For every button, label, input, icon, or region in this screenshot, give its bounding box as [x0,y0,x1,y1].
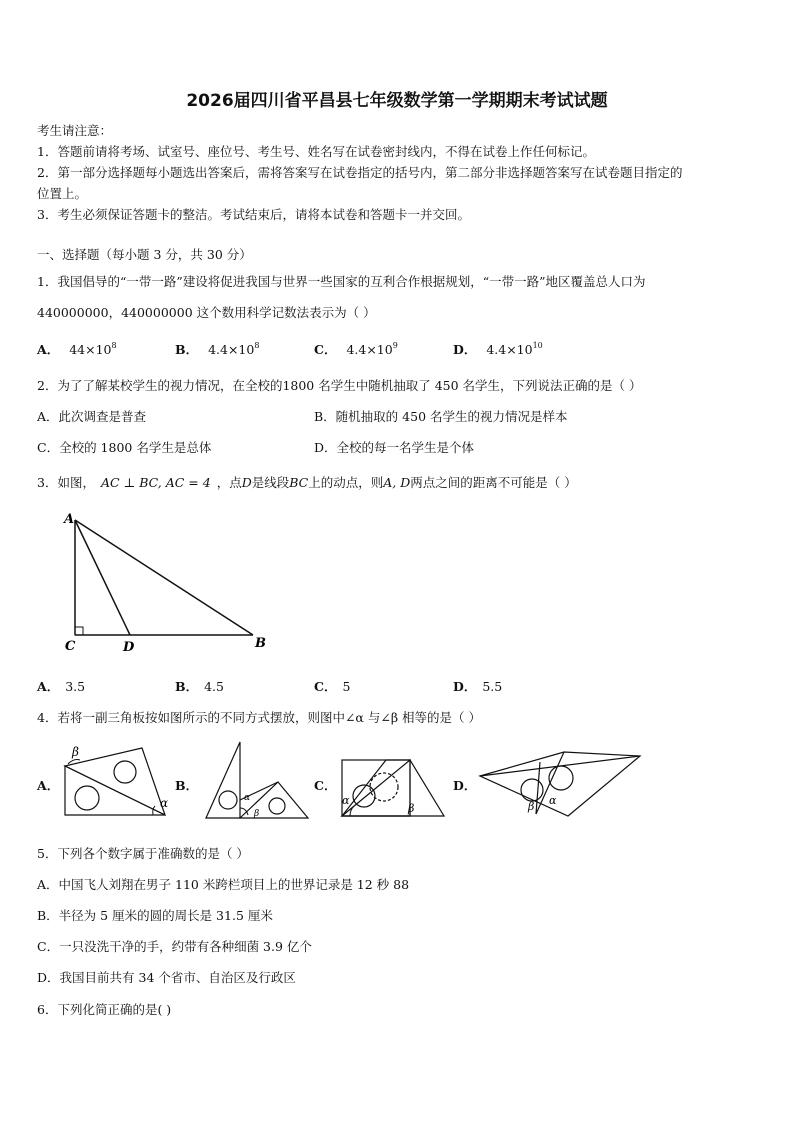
q2-option-b: B．随机抽取的 450 名学生的视力情况是样本 [314,409,568,424]
notice-item-2-cont: 位置上。 [37,186,88,201]
q2-stem: 2．为了了解某校学生的视力情况，在全校的1800 名学生中随机抽取了 450 名学生，下列说法正确的是（ ） [37,378,642,393]
point-label-c: C [65,639,76,654]
option-exponent: 9 [392,341,398,350]
q3-stem-part: ，点 [216,475,242,490]
angle-beta-label: β [254,809,260,819]
option-label: A． [37,679,60,694]
option-value: 44×10 [69,342,112,357]
q3-triangle-figure [60,510,280,660]
q5-option-b: B．半径为 5 厘米的圆的周长是 31.5 厘米 [37,908,273,923]
option-value: 5 [342,679,351,694]
q3-stem-part: 两点之间的距离不可能是（ ） [410,475,577,490]
q4-option-label-a: A． [37,778,60,793]
q3-stem [37,473,577,491]
option-label: D． [453,679,477,694]
q3-option-d [453,677,502,695]
q1-stem-line1: 1．我国倡导的“一带一路”建设将促进我国与世界一些国家的互利合作根据规划，“一带一路”地区覆盖总人口为 [37,274,646,289]
q5-option-d: D．我国目前共有 34 个省市、自治区及行政区 [37,970,296,985]
q3-stem-math: BC [289,475,309,490]
q4-option-label-d: D． [453,778,477,793]
q5-option-a: A．中国飞人刘翔在男子 110 米跨栏项目上的世界记录是 12 秒 88 [37,877,410,892]
option-value: 5.5 [482,679,503,694]
option-label: C． [314,342,337,357]
notice-item-3: 3．考生必须保证答题卡的整洁。考试结束后，请将本试卷和答题卡一并交回。 [37,207,470,222]
point-label-b: B [255,636,266,651]
option-label: B． [175,342,199,357]
q1-option-a [37,340,117,358]
point-label-d: D [123,640,135,655]
angle-alpha-label: α [160,796,169,810]
angle-beta-label: β [408,802,415,815]
angle-beta-label: β [528,800,535,813]
q5-option-c: C．一只没洗干净的手，约带有各种细菌 3.9 亿个 [37,939,312,954]
option-exponent: 8 [111,341,117,350]
q1-stem-line2: 440000000，440000000 这个数用科学记数法表示为（ ） [37,305,376,320]
notice-item-1: 1．答题前请将考场、试室号、座位号、考生号、姓名写在试卷密封线内，不得在试卷上作任何标记。 [37,144,595,159]
q4-stem: 4．若将一副三角板按如图所示的不同方式摆放，则图中∠α 与∠β 相等的是（ ） [37,710,481,725]
q4-option-label-b: B． [175,778,199,793]
q3-stem-part: 3．如图， [37,475,95,490]
q6-stem: 6．下列化简正确的是( ) [37,1002,172,1017]
right-angle-mark [75,627,83,635]
point-label-a: A [64,512,75,527]
q3-stem-math: D [241,475,252,490]
q4-figure-d [478,744,644,820]
q4-figure-b [198,738,313,820]
option-value: 4.4×10 [346,342,393,357]
q4-figure-a [60,740,170,820]
q3-stem-part: 是线段 [251,475,290,490]
q1-option-b [175,340,259,358]
q3-option-b [175,677,224,695]
angle-alpha-label: α [549,794,557,807]
option-label: D． [453,342,477,357]
option-exponent: 10 [532,341,543,350]
q5-stem: 5．下列各个数字属于准确数的是（ ） [37,846,249,861]
q2-option-a: A．此次调查是普查 [37,409,147,424]
q3-stem-part: 上的动点，则 [308,475,384,490]
q3-option-c [314,677,350,695]
q4-figure-c [336,748,448,820]
q3-stem-math: AC ⊥ BC, AC = 4 [100,475,211,490]
angle-alpha-label: α [342,794,350,807]
option-label: A． [37,342,60,357]
page-title: 2026届四川省平昌县七年级数学第一学期期末考试试题 [186,91,608,111]
option-label: C． [314,679,337,694]
notice-item-2: 2．第一部分选择题每小题选出答案后，需将答案写在试卷指定的括号内，第二部分非选择题答案写在试卷题目指定的 [37,165,683,180]
q4-option-label-c: C． [314,778,337,793]
option-value: 4.4×10 [208,342,255,357]
option-value: 4.5 [204,679,224,694]
option-exponent: 8 [254,341,260,350]
q2-option-d: D．全校的每一名学生是个体 [314,440,475,455]
option-label: B． [175,679,199,694]
angle-alpha-label: α [244,793,251,803]
notice-heading: 考生请注意： [37,123,113,138]
q3-option-a [37,677,85,695]
q3-stem-math: A, D [383,475,411,490]
q2-option-c: C．全校的 1800 名学生是总体 [37,440,212,455]
q1-option-c [314,340,398,358]
angle-beta-label: β [72,745,79,759]
section-heading: 一、选择题（每小题 3 分，共 30 分） [37,247,252,262]
option-value: 4.4×10 [486,342,533,357]
option-value: 3.5 [65,679,86,694]
q1-option-d [453,340,543,358]
